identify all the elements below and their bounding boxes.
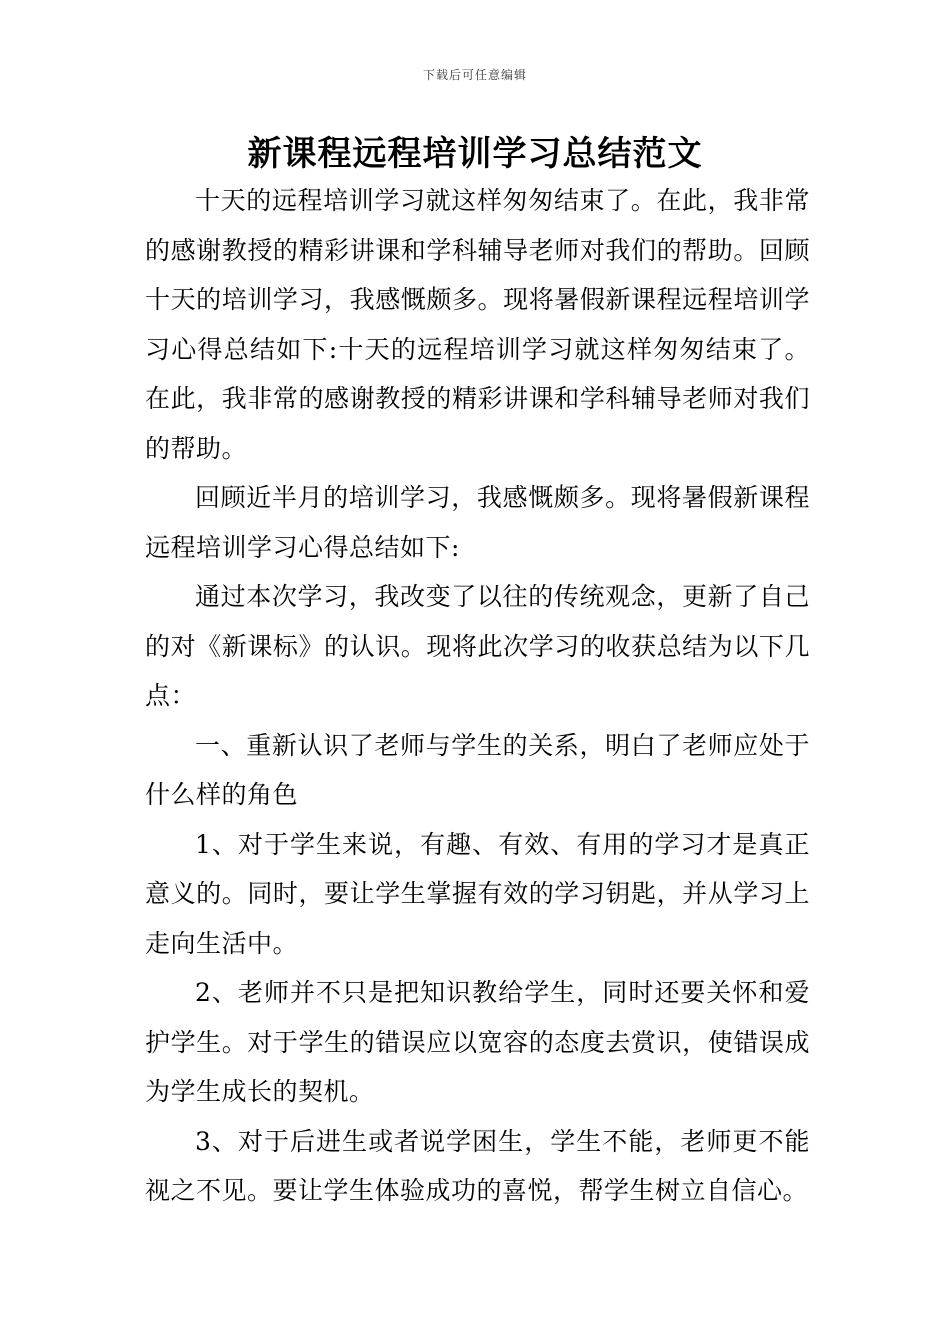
header-note: 下载后可任意编辑 [422, 68, 527, 82]
section-heading-1: 一、重新认识了老师与学生的关系，明白了老师应处于什么样的角色 [145, 730, 810, 809]
paragraph-1: 十天的远程培训学习就这样匆匆结束了。在此，我非常的感谢教授的精彩讲课和学科辅导老师对我们的帮助。回顾十天的培训学习，我感慨颇多。现将暑假新课程远程培训学习心得总结如下:十天的远程培训学习就这样匆匆结束了。在此，我非常的感谢教授的精彩讲课和学科辅导老师对我们的帮助。 [145, 186, 810, 463]
document-body [145, 176, 810, 1216]
list-item-2: 2、老师并不只是把知识教给学生，同时还要关怀和爱护学生。对于学生的错误应以宽容的态度去赏识，使错误成为学生成长的契机。 [145, 978, 810, 1106]
document-title: 新课程远程培训学习总结范文 [247, 134, 703, 174]
list-item-3: 3、对于后进生或者说学困生，学生不能，老师更不能视之不见。要让学生体验成功的喜悦，帮学生树立自信心。 [145, 1126, 810, 1205]
paragraph-2: 回顾近半月的培训学习，我感慨颇多。现将暑假新课程远程培训学习心得总结如下: [145, 483, 810, 562]
list-item-1: 1、对于学生来说，有趣、有效、有用的学习才是真正意义的。同时，要让学生掌握有效的学习钥匙，并从学习上走向生活中。 [145, 829, 810, 958]
paragraph-3: 通过本次学习，我改变了以往的传统观念，更新了自己的对《新课标》的认识。现将此次学习的收获总结为以下几点： [145, 582, 810, 710]
